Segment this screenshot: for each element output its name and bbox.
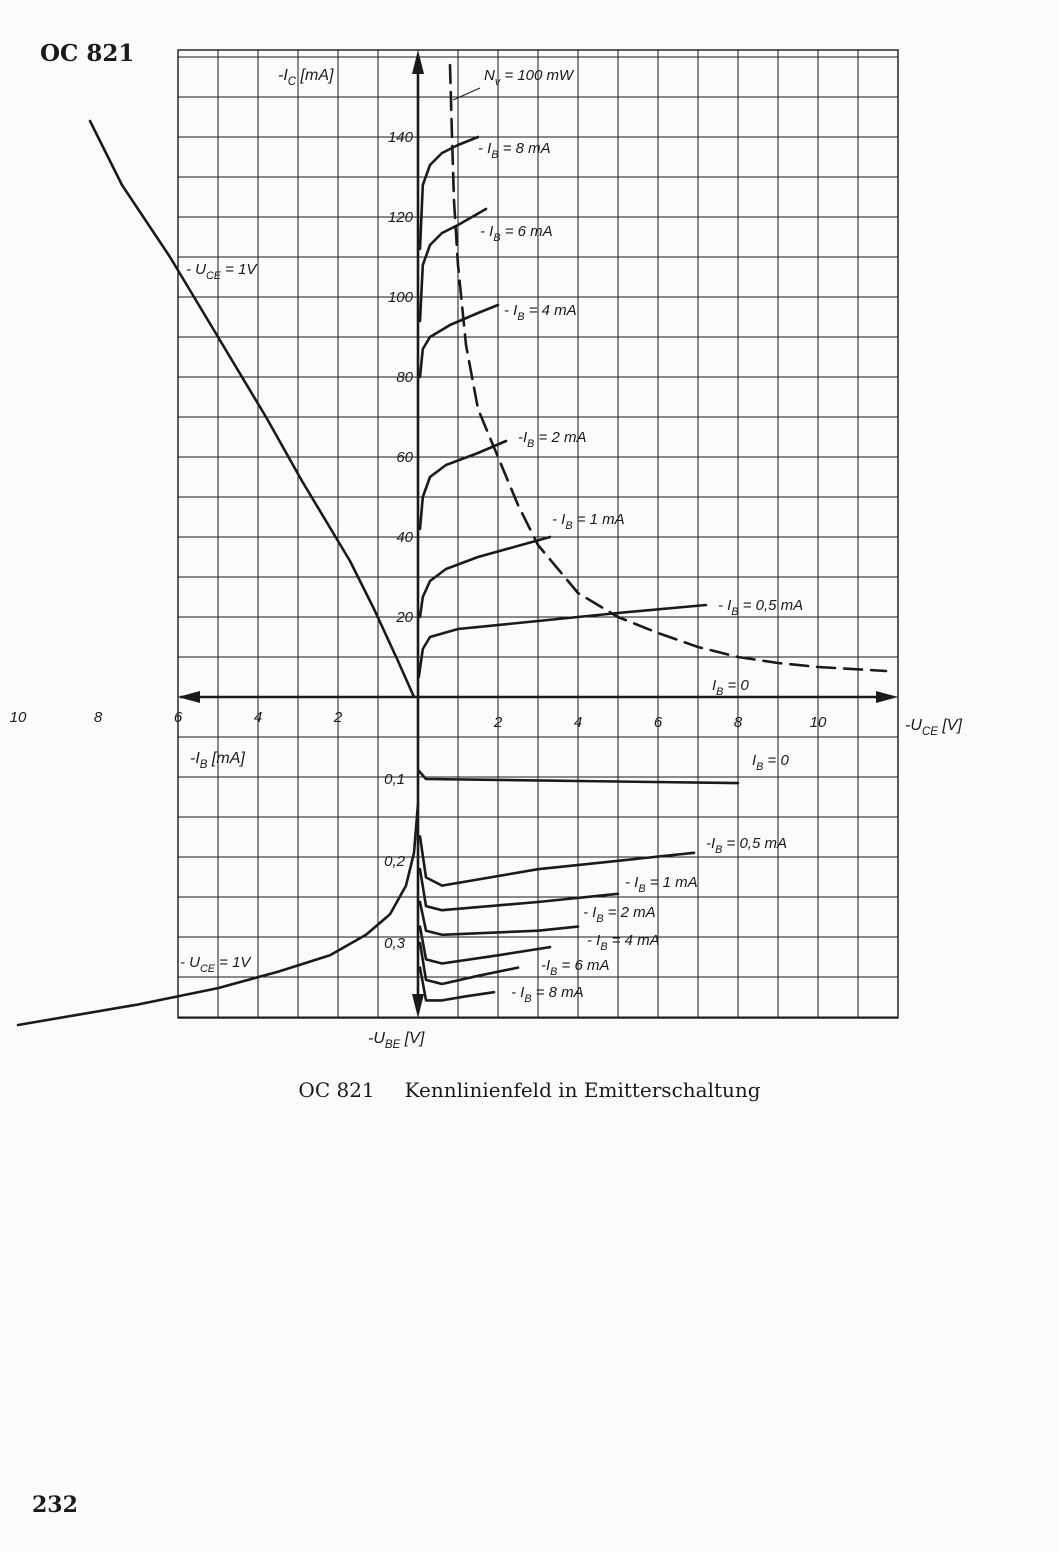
ib-axis-arrow (178, 691, 200, 703)
output-curve (420, 209, 486, 321)
ib-tick-label: 4 (253, 709, 263, 726)
output-curve-label: - $I_B = 8$ mA (478, 140, 551, 161)
caption-text: Kennlinienfeld in Emitterschaltung (404, 1078, 761, 1102)
input-curve-label: - $U_{CE} = 1V$ (180, 954, 251, 975)
output-curve (420, 305, 498, 377)
ic-tick-label: 20 (396, 609, 413, 626)
ic-axis-title: $-I_C$ [mA] (278, 67, 334, 88)
caption-model: OC 821 (298, 1078, 375, 1102)
ube-curve-label: - $I_B = 8$ mA (511, 984, 584, 1005)
ic-tick-label: 60 (396, 449, 413, 466)
ib-tick-label: 6 (173, 709, 183, 726)
uce-axis-title: $-U_{CE}$ [V] (905, 717, 962, 738)
ib-tick-label: 2 (333, 709, 343, 726)
ube-tick-label: 0,3 (384, 935, 405, 952)
output-curve (420, 137, 478, 249)
uce-axis-arrow (876, 691, 898, 703)
ube-curve-label: $-I_B = 0,5$ mA (706, 835, 787, 856)
uce-1v-transfer-label: - $U_{CE} = 1V$ (186, 261, 257, 282)
ube-axis-arrow (412, 994, 424, 1018)
ube-curve-label: - $I_B = 2$ mA (583, 904, 656, 925)
ube-curve-label: - $I_B = 1$ mA (625, 874, 698, 895)
uce-tick-label: 6 (653, 714, 663, 731)
ube-curve (420, 968, 494, 1001)
uce-tick-label: 4 (573, 714, 583, 731)
output-curve-label: $-I_B = 2$ mA (518, 429, 587, 450)
ube-curve (420, 943, 518, 984)
output-curve-label: - $I_B = 0,5$ mA (718, 597, 804, 618)
ic-tick-label: 120 (387, 209, 413, 226)
output-curve (420, 441, 506, 529)
ib-axis-title: $-I_B$ [mA] (190, 750, 245, 771)
output-curve-label: $I_B = 0$ (712, 677, 749, 698)
ube-curve-label: $I_B = 0$ (752, 752, 789, 773)
figure-caption (0, 1078, 1059, 1102)
uce-tick-label: 10 (809, 714, 827, 731)
output-curve-label: - $I_B = 6$ mA (480, 223, 553, 244)
page-header-model: OC 821 (40, 40, 135, 67)
ube-curve (420, 902, 578, 935)
output-curve-label: - $I_B = 1$ mA (552, 511, 625, 532)
page-number: 232 (32, 1492, 78, 1518)
ic-tick-label: 80 (396, 369, 413, 386)
power-hyperbola-label: $N_v = 100$ mW (484, 67, 574, 88)
ib-tick-label: 8 (93, 709, 103, 726)
ube-curve-label: - $I_B = 4$ mA (587, 932, 660, 953)
output-curve-label: - $I_B = 4$ mA (504, 302, 577, 323)
ube-tick-label: 0,2 (384, 853, 405, 870)
ic-tick-label: 40 (396, 529, 413, 546)
power-hyperbola-leader (453, 88, 480, 100)
ic-tick-label: 140 (387, 129, 413, 146)
ib-tick-label: 10 (9, 709, 27, 726)
ic-axis-arrow (412, 50, 424, 74)
ube-tick-label: 0,1 (384, 771, 405, 788)
output-curve (419, 605, 706, 677)
ube-curve-label: $-I_B = 6$ mA (541, 957, 610, 978)
ube-axis-title: $-U_{BE}$ [V] (368, 1030, 425, 1051)
uce-tick-label: 8 (733, 714, 743, 731)
uce-tick-label: 2 (493, 714, 503, 731)
uce-1v-transfer-curve (90, 121, 414, 697)
ic-tick-label: 100 (387, 289, 413, 306)
